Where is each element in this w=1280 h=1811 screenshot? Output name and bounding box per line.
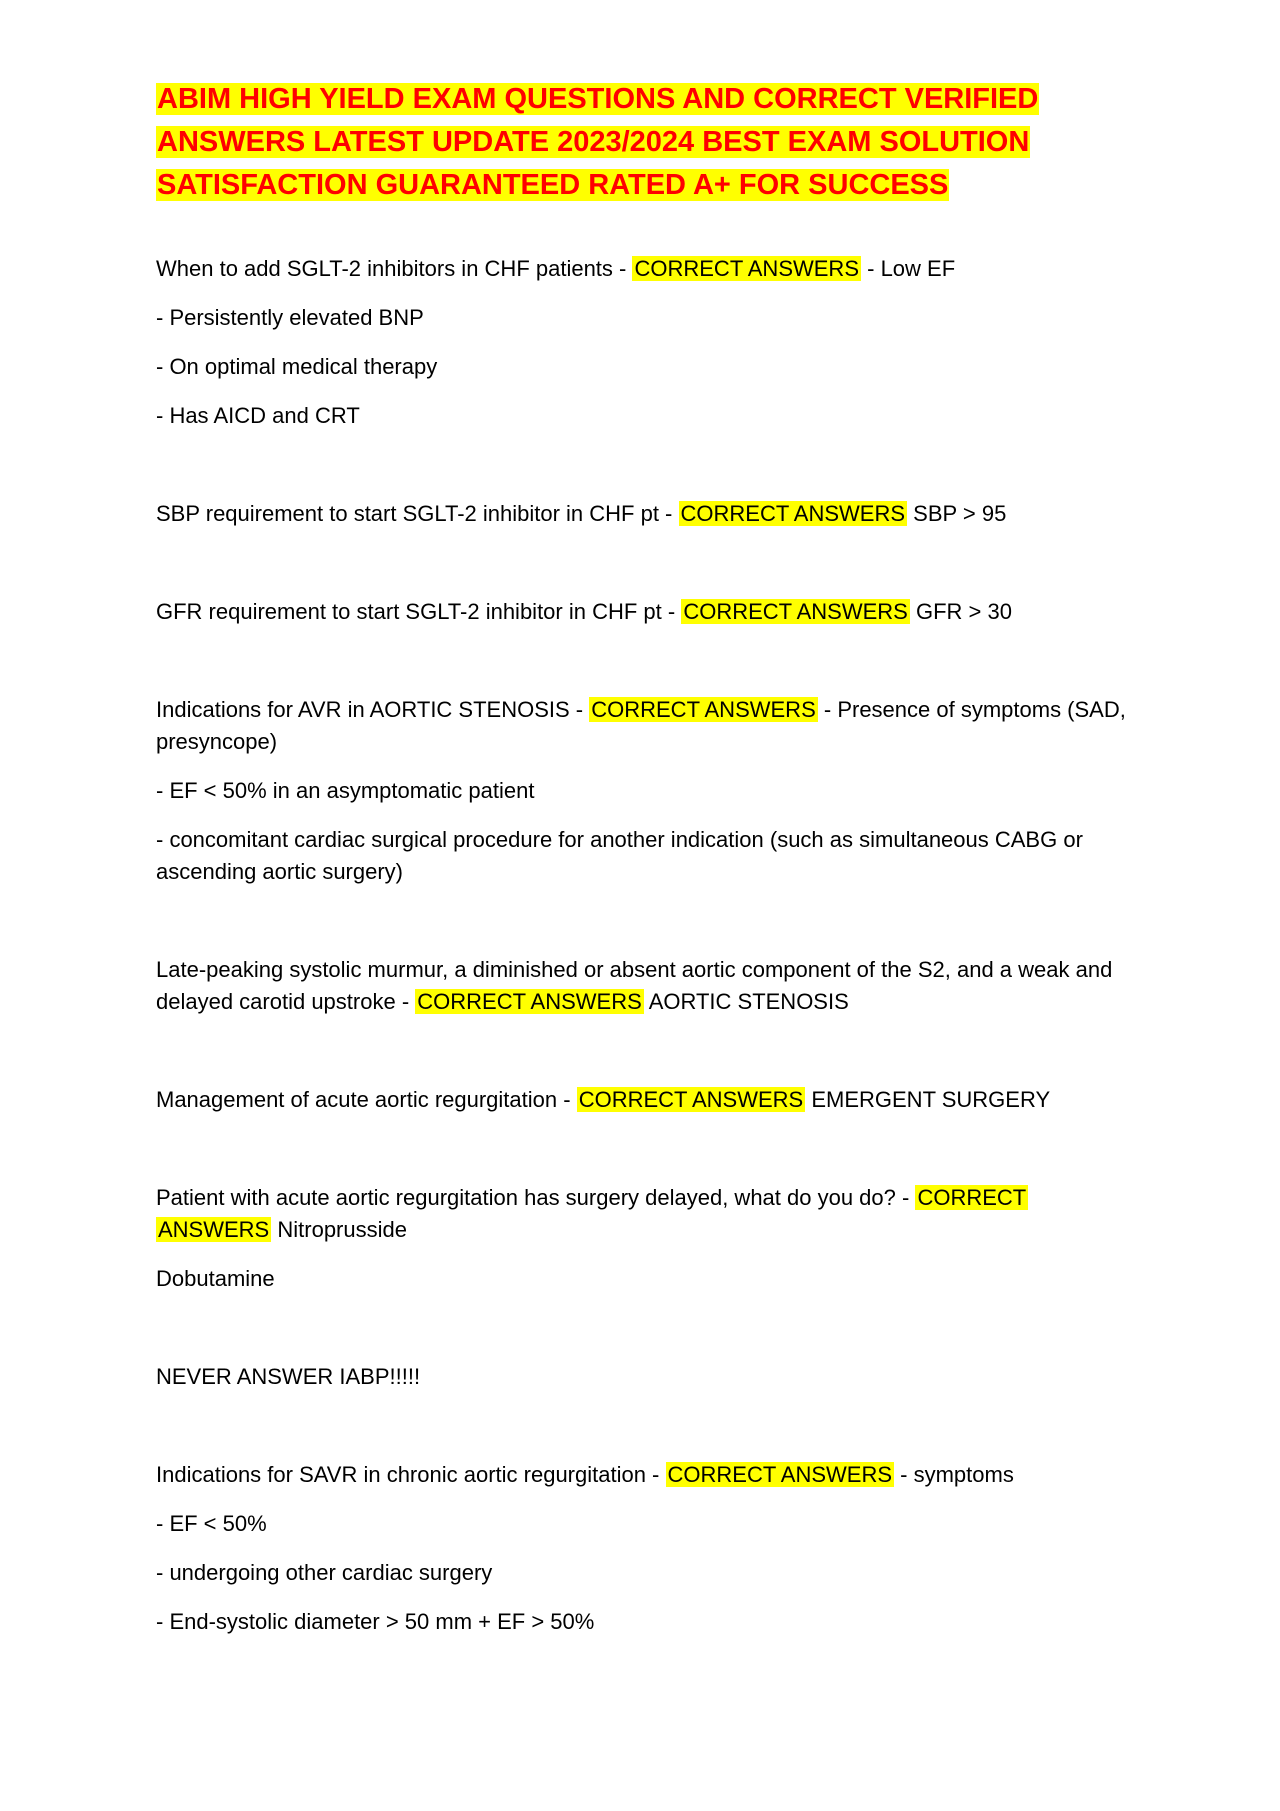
question-line (156, 498, 1136, 530)
question-line (156, 253, 1136, 285)
correct-answers-label: CORRECT ANSWERS (680, 501, 906, 526)
title-line: SATISFACTION GUARANTEED RATED A+ FOR SUCCESS (157, 169, 949, 201)
answer-line: - Has AICD and CRT (156, 403, 360, 428)
question-text: When to add SGLT-2 inhibitors in CHF patients - (156, 256, 633, 281)
answer-text: - Low EF (867, 256, 956, 281)
question-text: SBP requirement to start SGLT-2 inhibitor in CHF pt - (156, 501, 679, 526)
qa-item (156, 498, 1136, 530)
answer-text: - symptoms (900, 1462, 1014, 1487)
qa-item (156, 253, 1136, 432)
answer-line: - End-systolic diameter > 50 mm + EF > 50% (156, 1609, 595, 1634)
qa-item (156, 1182, 1136, 1295)
question-text: Management of acute aortic regurgitation - (156, 1087, 577, 1112)
correct-answers-label-part: CORRECT (917, 1185, 1027, 1210)
question-line (156, 1182, 1136, 1246)
correct-answers-label: CORRECT ANSWERS (417, 989, 642, 1014)
answer-line: - concomitant cardiac surgical procedure for another indication (such as simultaneous CABG or ascending aortic surgery) (156, 827, 1083, 884)
correct-answers-label: CORRECT ANSWERS (683, 599, 908, 624)
warning-note: NEVER ANSWER IABP!!!!! (156, 1364, 421, 1389)
title-line: ABIM HIGH YIELD EXAM QUESTIONS AND CORRECT VERIFIED (157, 83, 1039, 115)
answer-line: - EF < 50% in an asymptomatic patient (156, 778, 535, 803)
answer-line: - undergoing other cardiac surgery (156, 1560, 493, 1585)
title-line: ANSWERS LATEST UPDATE 2023/2024 BEST EXAM SOLUTION (157, 126, 1030, 158)
document-page (156, 78, 1136, 1704)
question-text: Indications for AVR in AORTIC STENOSIS - (156, 697, 590, 722)
correct-answers-label: CORRECT ANSWERS (634, 256, 859, 281)
answer-text: Nitroprusside (277, 1217, 407, 1242)
question-text: Patient with acute aortic regurgitation has surgery delayed, what do you do? - (156, 1185, 916, 1210)
question-line (156, 954, 1136, 1018)
answer-text: EMERGENT SURGERY (811, 1087, 1051, 1112)
qa-item (156, 596, 1136, 628)
answer-text: AORTIC STENOSIS (648, 989, 849, 1014)
correct-answers-label: CORRECT ANSWERS (591, 697, 816, 722)
qa-item (156, 954, 1136, 1018)
correct-answers-label: CORRECT ANSWERS (578, 1087, 804, 1112)
qa-item (156, 1459, 1136, 1638)
correct-answers-label-part: ANSWERS (158, 1217, 270, 1242)
question-line (156, 1459, 1136, 1491)
question-text: Late-peaking systolic murmur, a diminished or absent aortic component of the S2, and a weak and delayed carotid upstroke - (156, 957, 1113, 1014)
correct-answers-label: CORRECT ANSWERS (667, 1462, 893, 1487)
answer-line: - EF < 50% (156, 1511, 267, 1536)
question-line (156, 694, 1136, 758)
question-line (156, 596, 1136, 628)
answer-line: - On optimal medical therapy (156, 354, 438, 379)
answer-text: SBP > 95 (913, 501, 1007, 526)
qa-item (156, 694, 1136, 888)
question-line (156, 1084, 1136, 1116)
answer-line: Dobutamine (156, 1266, 275, 1291)
qa-item (156, 1084, 1136, 1116)
answer-text: GFR > 30 (915, 599, 1012, 624)
document-title (156, 78, 1136, 207)
question-text: Indications for SAVR in chronic aortic regurgitation - (156, 1462, 666, 1487)
answer-text: - Presence of symptoms (SAD, presyncope) (156, 697, 1126, 754)
answer-line: - Persistently elevated BNP (156, 305, 424, 330)
question-text: GFR requirement to start SGLT-2 inhibitor in CHF pt - (156, 599, 682, 624)
